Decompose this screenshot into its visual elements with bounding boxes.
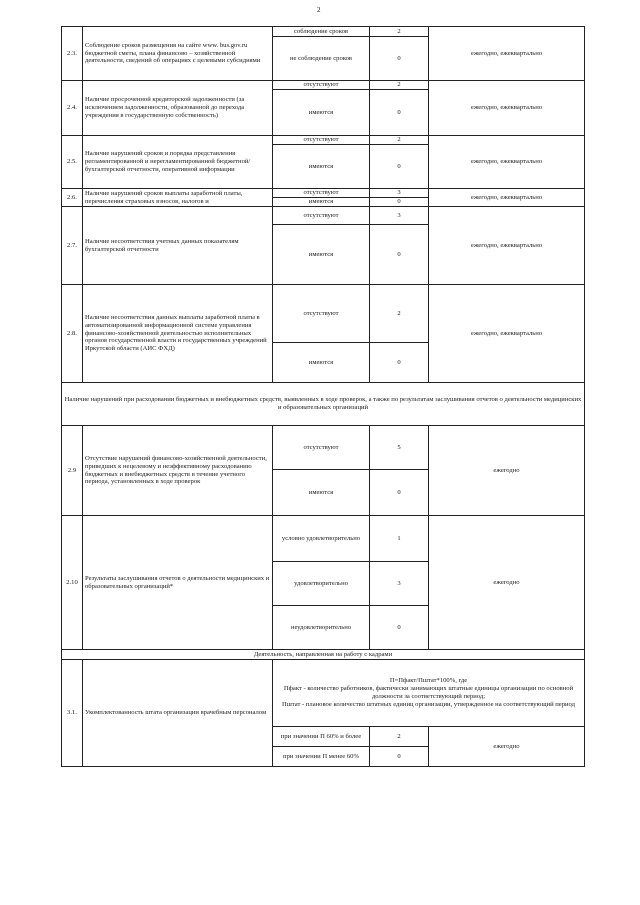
row-period: ежегодно, ежеквартально [429, 207, 585, 285]
criterion-label: при значении П менее 60% [273, 747, 370, 767]
criterion-label: отсутствуют [273, 285, 370, 343]
criterion-value: 0 [370, 747, 429, 767]
criterion-label: при значении П 60% и более [273, 727, 370, 747]
row-period: ежегодно [429, 426, 585, 516]
section-heading: Наличие нарушений при расходовании бюджетных и внебюджетных средств, выявленных в ходе проверок, а также по результатам заслушивания отчетов о деятельности медицинских и образовательных организаций [62, 383, 585, 426]
row-period: ежегодно, ежеквартально [429, 81, 585, 136]
criterion-value: 2 [370, 81, 429, 90]
row-number: 2.4. [62, 81, 83, 136]
table-row [62, 136, 585, 145]
criterion-label: неудовлетворительно [273, 606, 370, 650]
criterion-label: имеются [273, 90, 370, 136]
criterion-value: 2 [370, 27, 429, 37]
row-description: Укомплектованность штата организации врачебным персоналом [83, 660, 273, 767]
criterion-value: 3 [370, 189, 429, 198]
criterion-label: удовлетворительно [273, 562, 370, 606]
criterion-label: отсутствуют [273, 136, 370, 145]
criterion-value: 5 [370, 426, 429, 470]
row-number: 2.10 [62, 516, 83, 650]
criterion-value: 1 [370, 516, 429, 562]
table-row [62, 285, 585, 343]
criteria-table [61, 26, 585, 767]
criterion-value: 3 [370, 562, 429, 606]
row-description: Наличие просроченной кредиторской задолженности (за исключением задолженности, образованной до перехода учреждения в государственную собственность) [83, 81, 273, 136]
criterion-value: 0 [370, 37, 429, 81]
row-period: ежегодно [429, 727, 585, 767]
criterion-label: отсутствуют [273, 207, 370, 225]
criterion-value: 0 [370, 470, 429, 516]
criterion-value: 3 [370, 207, 429, 225]
section-row [62, 383, 585, 426]
criterion-value: 2 [370, 136, 429, 145]
criterion-label: имеются [273, 343, 370, 383]
criterion-label: имеются [273, 470, 370, 516]
criterion-value: 0 [370, 343, 429, 383]
table-row [62, 27, 585, 37]
table-row [62, 189, 585, 198]
row-number: 2.8. [62, 285, 83, 383]
row-number: 2.5. [62, 136, 83, 189]
row-description: Результаты заслушивания отчетов о деятельности медицинских и образовательных организаций* [83, 516, 273, 650]
page-number: 2 [317, 6, 321, 14]
formula-cell [273, 660, 585, 727]
table-row [62, 426, 585, 470]
row-description: Соблюдение сроков размещения на сайте www. bus.gov.ru бюджетной сметы, плана финансово – хозяйственной деятельности, сведений об операциях с целевыми субсидиями [83, 27, 273, 81]
row-description: Наличие нарушений сроков и порядка представления регламентированной и нерегламентированной бюджетной/бухгалтерской отчетности, оперативной информации [83, 136, 273, 189]
row-description: Отсутствие нарушений финансово-хозяйственной деятельности, приведших к нецелевому и неэффективному расходованию бюджетных и внебюджетных средств в течение учетного периода, установленных в ходе проверок [83, 426, 273, 516]
row-number: 2.6. [62, 189, 83, 207]
criterion-label: отсутствуют [273, 426, 370, 470]
row-number: 2.7. [62, 207, 83, 285]
row-period: ежегодно, ежеквартально [429, 136, 585, 189]
formula-main: П=Пфакт/Пштат*100%, где [389, 677, 468, 685]
criterion-value: 2 [370, 727, 429, 747]
section-row [62, 650, 585, 660]
section-heading: Деятельность, направленная на работу с кадрами [62, 650, 585, 660]
row-description: Наличие нарушений сроков выплаты заработной платы, перечисления страховых взносов, налогов и [83, 189, 273, 207]
criterion-value: 0 [370, 145, 429, 189]
table-row [62, 660, 585, 727]
row-number: 3.1. [62, 660, 83, 767]
formula-fact-definition: Пфакт - количество работников, фактически занимающих штатные единицы организации по основной должности за соответствующий период; [283, 685, 574, 700]
criterion-value: 2 [370, 285, 429, 343]
row-period: ежегодно, ежеквартально [429, 189, 585, 207]
table-row [62, 207, 585, 225]
criterion-value: 0 [370, 198, 429, 207]
criterion-label: отсутствуют [273, 189, 370, 198]
table-row [62, 516, 585, 562]
criterion-label: не соблюдение сроков [273, 37, 370, 81]
row-period: ежегодно, ежеквартально [429, 27, 585, 81]
row-period: ежегодно, ежеквартально [429, 285, 585, 383]
criterion-label: соблюдение сроков [273, 27, 370, 37]
row-number: 2.3. [62, 27, 83, 81]
criterion-label: отсутствуют [273, 81, 370, 90]
formula-staff-definition: Пштат - плановое количество штатных единиц организации, утвержденное на соответствующий период [281, 700, 576, 708]
row-number: 2.9 [62, 426, 83, 516]
table-row [62, 81, 585, 90]
row-description: Наличие несоответствия данных выплаты заработной платы в автоматизированной информационной системе управления финансово-хозяйственной деятельностью исполнительных органов государственной власти и государственных учреждений Иркутской области (АИС ФХД) [83, 285, 273, 383]
criterion-label: имеются [273, 198, 370, 207]
row-period: ежегодно [429, 516, 585, 650]
criterion-label: условно удовлетворительно [273, 516, 370, 562]
criterion-value: 0 [370, 606, 429, 650]
criterion-label: имеются [273, 225, 370, 285]
row-description: Наличие несоответствия учетных данных показателям бухгалтерской отчетности [83, 207, 273, 285]
criterion-value: 0 [370, 225, 429, 285]
criterion-value: 0 [370, 90, 429, 136]
criterion-label: имеются [273, 145, 370, 189]
